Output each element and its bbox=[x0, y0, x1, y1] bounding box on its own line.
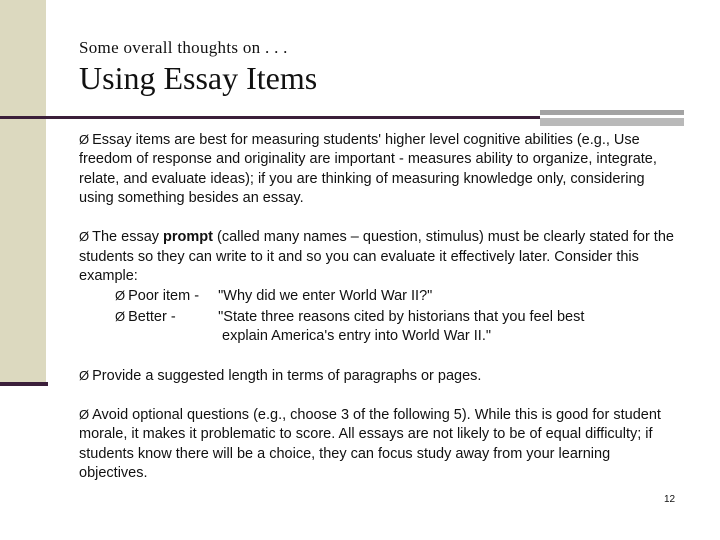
page-number: 12 bbox=[664, 494, 676, 505]
header-accent-bar-lower bbox=[540, 118, 684, 126]
bullet-text: The essay bbox=[92, 229, 164, 246]
sidebar-rule bbox=[0, 382, 48, 386]
sub-item-text: "State three reasons cited by historians that you feel best bbox=[218, 308, 585, 325]
bullet-item bbox=[79, 227, 679, 346]
sidebar-decoration bbox=[0, 0, 46, 384]
sub-item-label: Better - bbox=[128, 308, 176, 325]
sub-item-better bbox=[79, 307, 679, 327]
header-rule bbox=[0, 116, 540, 119]
bullet-text-cont: (called many names – question, stimulus) must be clearly stated for the students so they can write to it and so you can evaluate it effectively later. Consider this example: bbox=[79, 229, 674, 285]
bullet-item bbox=[79, 130, 679, 208]
header-accent-bar bbox=[540, 110, 684, 115]
arrow-bullet-icon: Ø bbox=[79, 367, 90, 383]
slide-body bbox=[79, 130, 679, 503]
bullet-item bbox=[79, 366, 679, 386]
bullet-paragraph bbox=[79, 227, 679, 286]
bullet-item bbox=[79, 405, 679, 483]
bullet-text: Essay items are best for measuring students' higher level cognitive abilities (e.g., Use freedom of response and originality are important - measures ability to organize, integrate, relate, and evaluate ideas); if you are thinking of measuring knowledge only, considering using something besides an essay. bbox=[79, 132, 657, 206]
bullet-text: Provide a suggested length in terms of paragraphs or pages. bbox=[92, 367, 482, 384]
bullet-bold-term: prompt bbox=[163, 229, 213, 246]
sub-item-text: "Why did we enter World War II?" bbox=[218, 288, 433, 305]
sub-item-poor bbox=[79, 286, 679, 306]
sub-item-label: Poor item - bbox=[128, 288, 200, 305]
arrow-bullet-icon: Ø bbox=[115, 288, 126, 304]
slide-title: Using Essay Items bbox=[79, 60, 318, 96]
arrow-bullet-icon: Ø bbox=[79, 407, 90, 423]
sub-item-continuation: explain America's entry into World War II." bbox=[222, 327, 492, 344]
slide-subtitle: Some overall thoughts on . . . bbox=[79, 38, 288, 57]
arrow-bullet-icon: Ø bbox=[79, 132, 90, 147]
arrow-bullet-icon: Ø bbox=[115, 308, 126, 324]
arrow-bullet-icon: Ø bbox=[79, 229, 90, 245]
bullet-text: Avoid optional questions (e.g., choose 3 of the following 5). While this is good for student morale, it makes it problematic to score. All essays are not likely to be of equal difficulty; if students know there will be a choice, they can focus study away from your learning objectives. bbox=[79, 407, 661, 482]
